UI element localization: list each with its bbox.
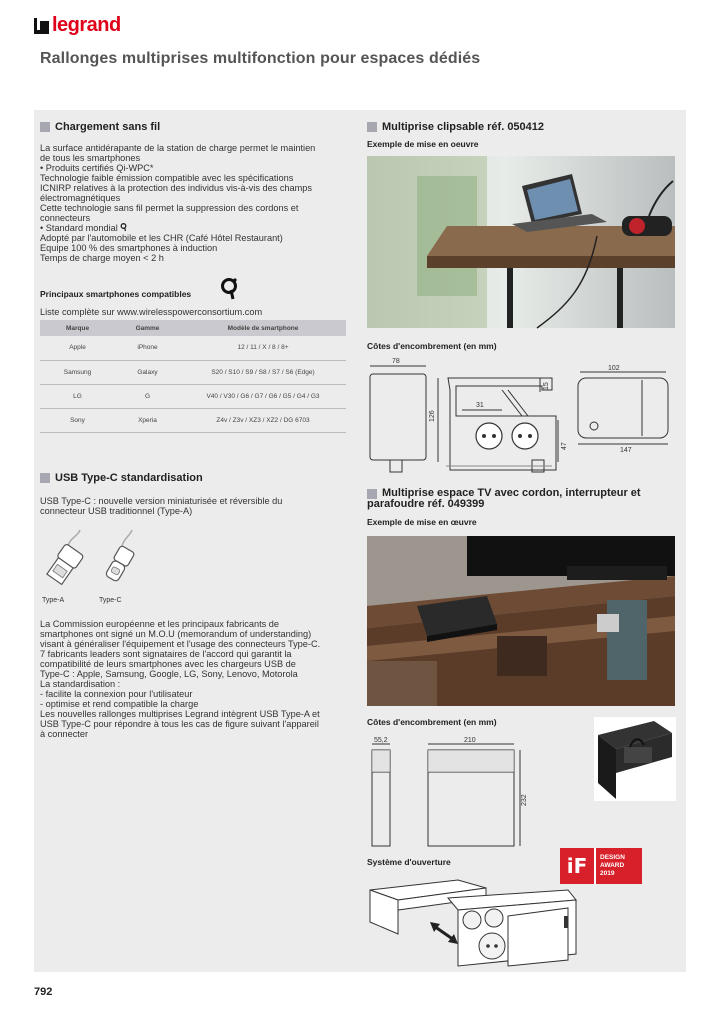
usb-title: USB Type-C standardisation	[55, 472, 203, 484]
text-line: visant à généraliser l'équipement et l'usage des connecteurs Type-C.	[40, 639, 321, 649]
table-cell: Xperia	[115, 408, 180, 432]
tv-dimension-drawing	[366, 734, 526, 850]
dim-15: 15	[543, 382, 550, 390]
clip-section-heading	[367, 121, 544, 133]
tv-section-heading	[367, 488, 641, 510]
table-cell: S20 / S10 / S9 / S8 / S7 / S6 (Edge)	[180, 360, 346, 384]
clip-usage-photo	[367, 156, 675, 328]
compatibility-list-link: Liste complète sur www.wirelesspowerconsortium.com	[40, 307, 263, 317]
dim-126: 126	[429, 410, 436, 422]
text-line: connecteur USB traditionnel (Type-A)	[40, 506, 193, 516]
text-line: - facilite la connexion pour l'utilisateur	[40, 689, 193, 699]
text-line: ICNIRP relatives à la protection des individus vis-à-vis des champs	[40, 183, 312, 193]
usb-intro	[40, 496, 282, 516]
column-header: Marque	[40, 320, 115, 336]
if-logo: iF	[560, 848, 596, 884]
table-cell: G	[115, 384, 180, 408]
clip-title: Multiprise clipsable réf. 050412	[382, 121, 545, 133]
text-line: de tous les smartphones	[40, 153, 141, 163]
text-line: Temps de charge moyen < 2 h	[40, 253, 164, 263]
brand-name: legrand	[52, 14, 121, 36]
dim-232: 232	[521, 794, 528, 806]
legrand-logo	[34, 14, 121, 37]
tv-title	[367, 487, 641, 510]
award-line: AWARD	[600, 862, 625, 869]
legrand-mark-icon	[34, 18, 49, 34]
tv-dimensions-title: Côtes d'encombrement (en mm)	[367, 717, 497, 727]
section-marker-icon	[40, 473, 50, 483]
page-title: Rallonges multiprises multifonction pour espaces dédiés	[40, 50, 481, 67]
dim-55-2: 55,2	[374, 737, 388, 744]
usb-description	[40, 619, 320, 739]
page-number: 792	[34, 986, 53, 998]
table-cell: LG	[40, 384, 115, 408]
text-line: La standardisation :	[40, 679, 121, 689]
tv-usage-photo	[367, 536, 675, 706]
usb-section-heading	[40, 472, 203, 484]
text-line: connecteurs	[40, 213, 91, 223]
column-header: Modèle de smartphone	[180, 320, 346, 336]
text-line: - optimise et rend compatible la charge	[40, 699, 199, 709]
table-cell: Sony	[40, 408, 115, 432]
type-a-label: Type-A	[42, 597, 65, 604]
section-marker-icon	[367, 122, 377, 132]
dim-78: 78	[392, 358, 400, 365]
text-line: • Standard mondial	[40, 223, 118, 233]
text-line: Les nouvelles rallonges multiprises Legrand intègrent USB Type-A et	[40, 709, 320, 719]
wireless-section-heading	[40, 121, 160, 133]
text-line	[40, 223, 315, 233]
clip-dimensions-title: Côtes d'encombrement (en mm)	[367, 341, 497, 351]
section-marker-icon	[40, 122, 50, 132]
dim-31: 31	[476, 402, 484, 409]
text-line: La Commission européenne et les principaux fabricants de	[40, 619, 280, 629]
table-cell: Samsung	[40, 360, 115, 384]
clip-dimension-drawing	[362, 354, 672, 478]
table-row	[40, 408, 346, 432]
text-line: à connecter	[40, 729, 89, 739]
text-line: smartphones ont signé un M.O.U (memorandum of understanding)	[40, 629, 312, 639]
qi-logo-icon	[220, 277, 238, 301]
compatible-title: Principaux smartphones compatibles	[40, 289, 192, 299]
dim-102: 102	[608, 365, 620, 372]
text-line: La surface antidérapante de la station de charge permet le maintien	[40, 143, 316, 153]
dim-47: 47	[561, 442, 568, 450]
table-cell: V40 / V30 / G6 / G7 / G6 / G5 / G4 / G3	[180, 384, 346, 408]
table-cell: Apple	[40, 336, 115, 360]
dim-210: 210	[464, 737, 476, 744]
text-line: Technologie faible émission compatible avec les spécifications	[40, 173, 294, 183]
text-line: USB Type-C : nouvelle version miniaturisée et réversible du	[40, 496, 283, 506]
opening-system-drawing	[368, 876, 580, 970]
text-line: Cette technologie sans fil permet la suppression des cordons et	[40, 203, 299, 213]
table-cell: iPhone	[115, 336, 180, 360]
award-text	[596, 854, 625, 878]
dim-147: 147	[620, 447, 632, 454]
tv-title-line: parafoudre réf. 049399	[367, 498, 485, 510]
table-cell: 12 / 11 / X / 8 / 8+	[180, 336, 346, 360]
smartphone-table	[40, 320, 346, 433]
text-line: 7 fabricants leaders sont signataires de l'accord qui garantit la	[40, 649, 292, 659]
wireless-title: Chargement sans fil	[55, 121, 161, 133]
clip-example-label: Exemple de mise en oeuvre	[367, 139, 479, 149]
table-row	[40, 336, 346, 360]
text-line: • Produits certifiés Qi-WPC*	[40, 163, 154, 173]
text-line: Equipe 100 % des smartphones à induction	[40, 243, 218, 253]
table-cell: Galaxy	[115, 360, 180, 384]
table-row	[40, 384, 346, 408]
opening-system-title: Système d'ouverture	[367, 857, 451, 867]
text-line: Adopté par l'automobile et les CHR (Café Hôtel Restaurant)	[40, 233, 283, 243]
text-line: USB Type-C pour répondre à tous les cas de figure suivant l'appareil	[40, 719, 319, 729]
table-header-row	[40, 320, 346, 336]
type-c-label: Type-C	[99, 597, 122, 604]
text-line: compatibilité de leurs smartphones avec les chargeurs USB de	[40, 659, 296, 669]
tv-product-photo	[594, 717, 676, 801]
tv-example-label: Exemple de mise en œuvre	[367, 517, 477, 527]
table-cell: Z4v / Z3v / XZ3 / XZ2 / DG 6703	[180, 408, 346, 432]
tv-title-line: Multiprise espace TV avec cordon, interrupteur et	[382, 487, 641, 499]
text-line: électromagnétiques	[40, 193, 121, 203]
table-row	[40, 360, 346, 384]
qi-small-icon	[120, 223, 127, 231]
column-header: Gamme	[115, 320, 180, 336]
usb-connectors-illustration	[40, 528, 140, 596]
wireless-description	[40, 143, 315, 263]
award-line: DESIGN	[600, 854, 625, 861]
award-line: 2019	[600, 870, 615, 877]
text-line: Type-C : Apple, Samsung, Google, LG, Sony, Lenovo, Motorola	[40, 669, 298, 679]
